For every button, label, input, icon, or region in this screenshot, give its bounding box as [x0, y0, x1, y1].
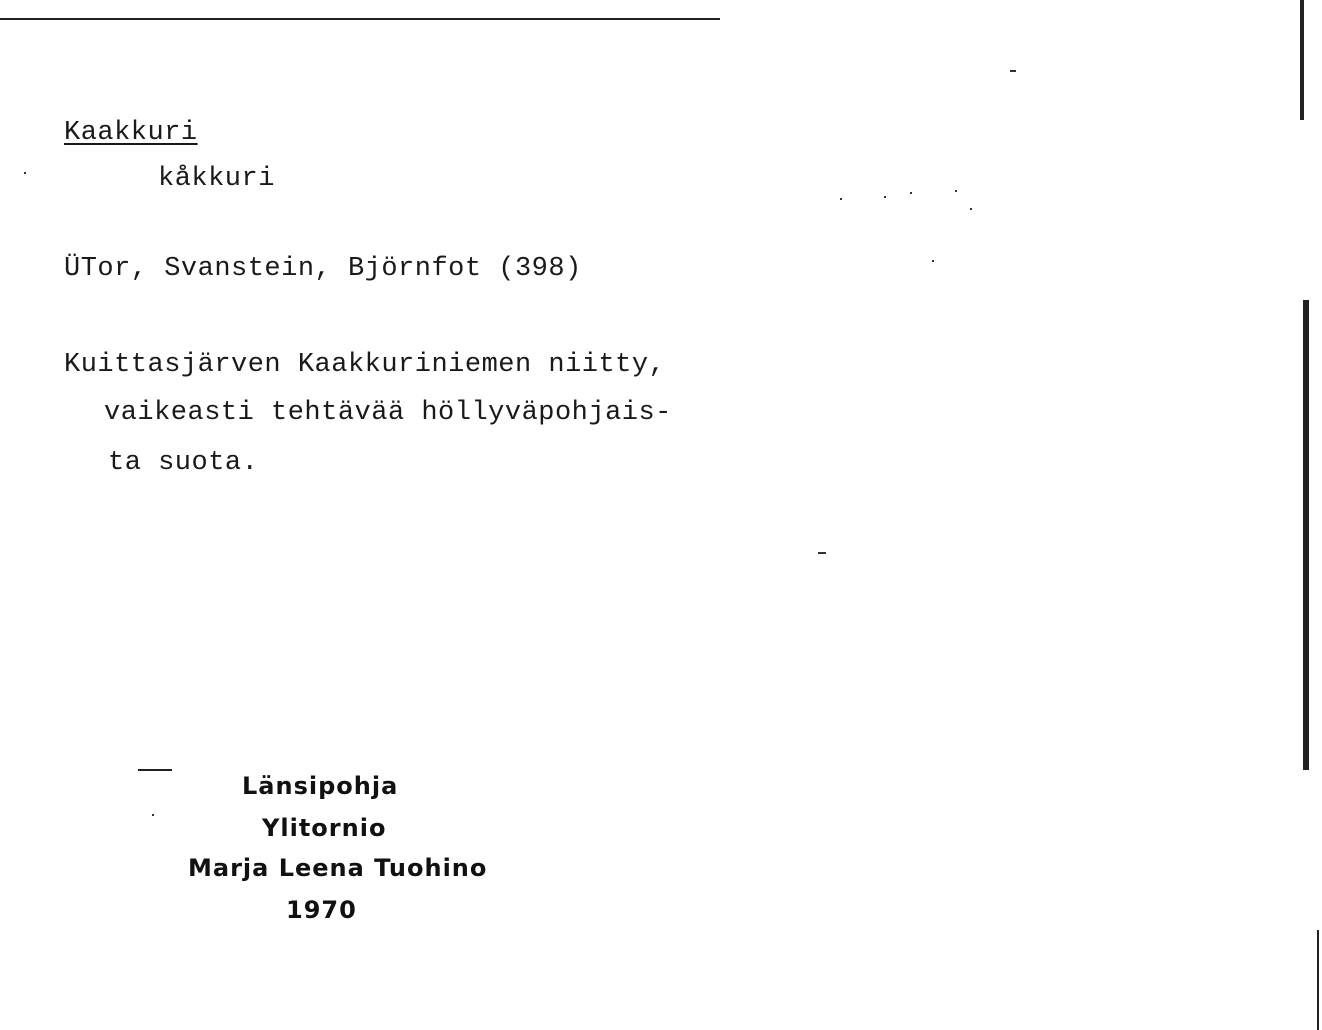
description-line-1: Kuittasjärven Kaakkuriniemen niitty,: [64, 350, 666, 380]
stamp-collector: Marja Leena Tuohino: [188, 854, 488, 882]
description-line-2: vaikeasti tehtävää höllyväpohjais-: [104, 398, 672, 428]
informants-line: ÜTor, Svanstein, Björnfot (398): [64, 254, 582, 284]
right-edge-line-lower: [1303, 300, 1309, 770]
scan-speck: [910, 192, 912, 194]
scan-speck: [1010, 70, 1016, 72]
right-edge-line: [1300, 0, 1304, 120]
stamp-region: Länsipohja: [242, 772, 399, 800]
scan-speck: [840, 198, 842, 200]
scan-speck: [970, 208, 972, 210]
pronunciation: kåkkuri: [158, 164, 275, 194]
top-edge-line: [0, 18, 720, 20]
description-line-3: ta suota.: [108, 448, 259, 478]
margin-dash: [138, 769, 172, 771]
scan-speck: [932, 260, 934, 262]
scan-speck: [955, 190, 957, 192]
scan-speck: [152, 814, 154, 816]
scan-speck: [818, 552, 826, 554]
stamp-year: 1970: [286, 896, 357, 924]
scan-speck: [24, 172, 26, 174]
right-edge-line-bottom: [1317, 930, 1319, 1030]
headword: Kaakkuri: [64, 118, 198, 148]
stamp-parish: Ylitornio: [262, 814, 387, 842]
scan-speck: [884, 196, 886, 198]
